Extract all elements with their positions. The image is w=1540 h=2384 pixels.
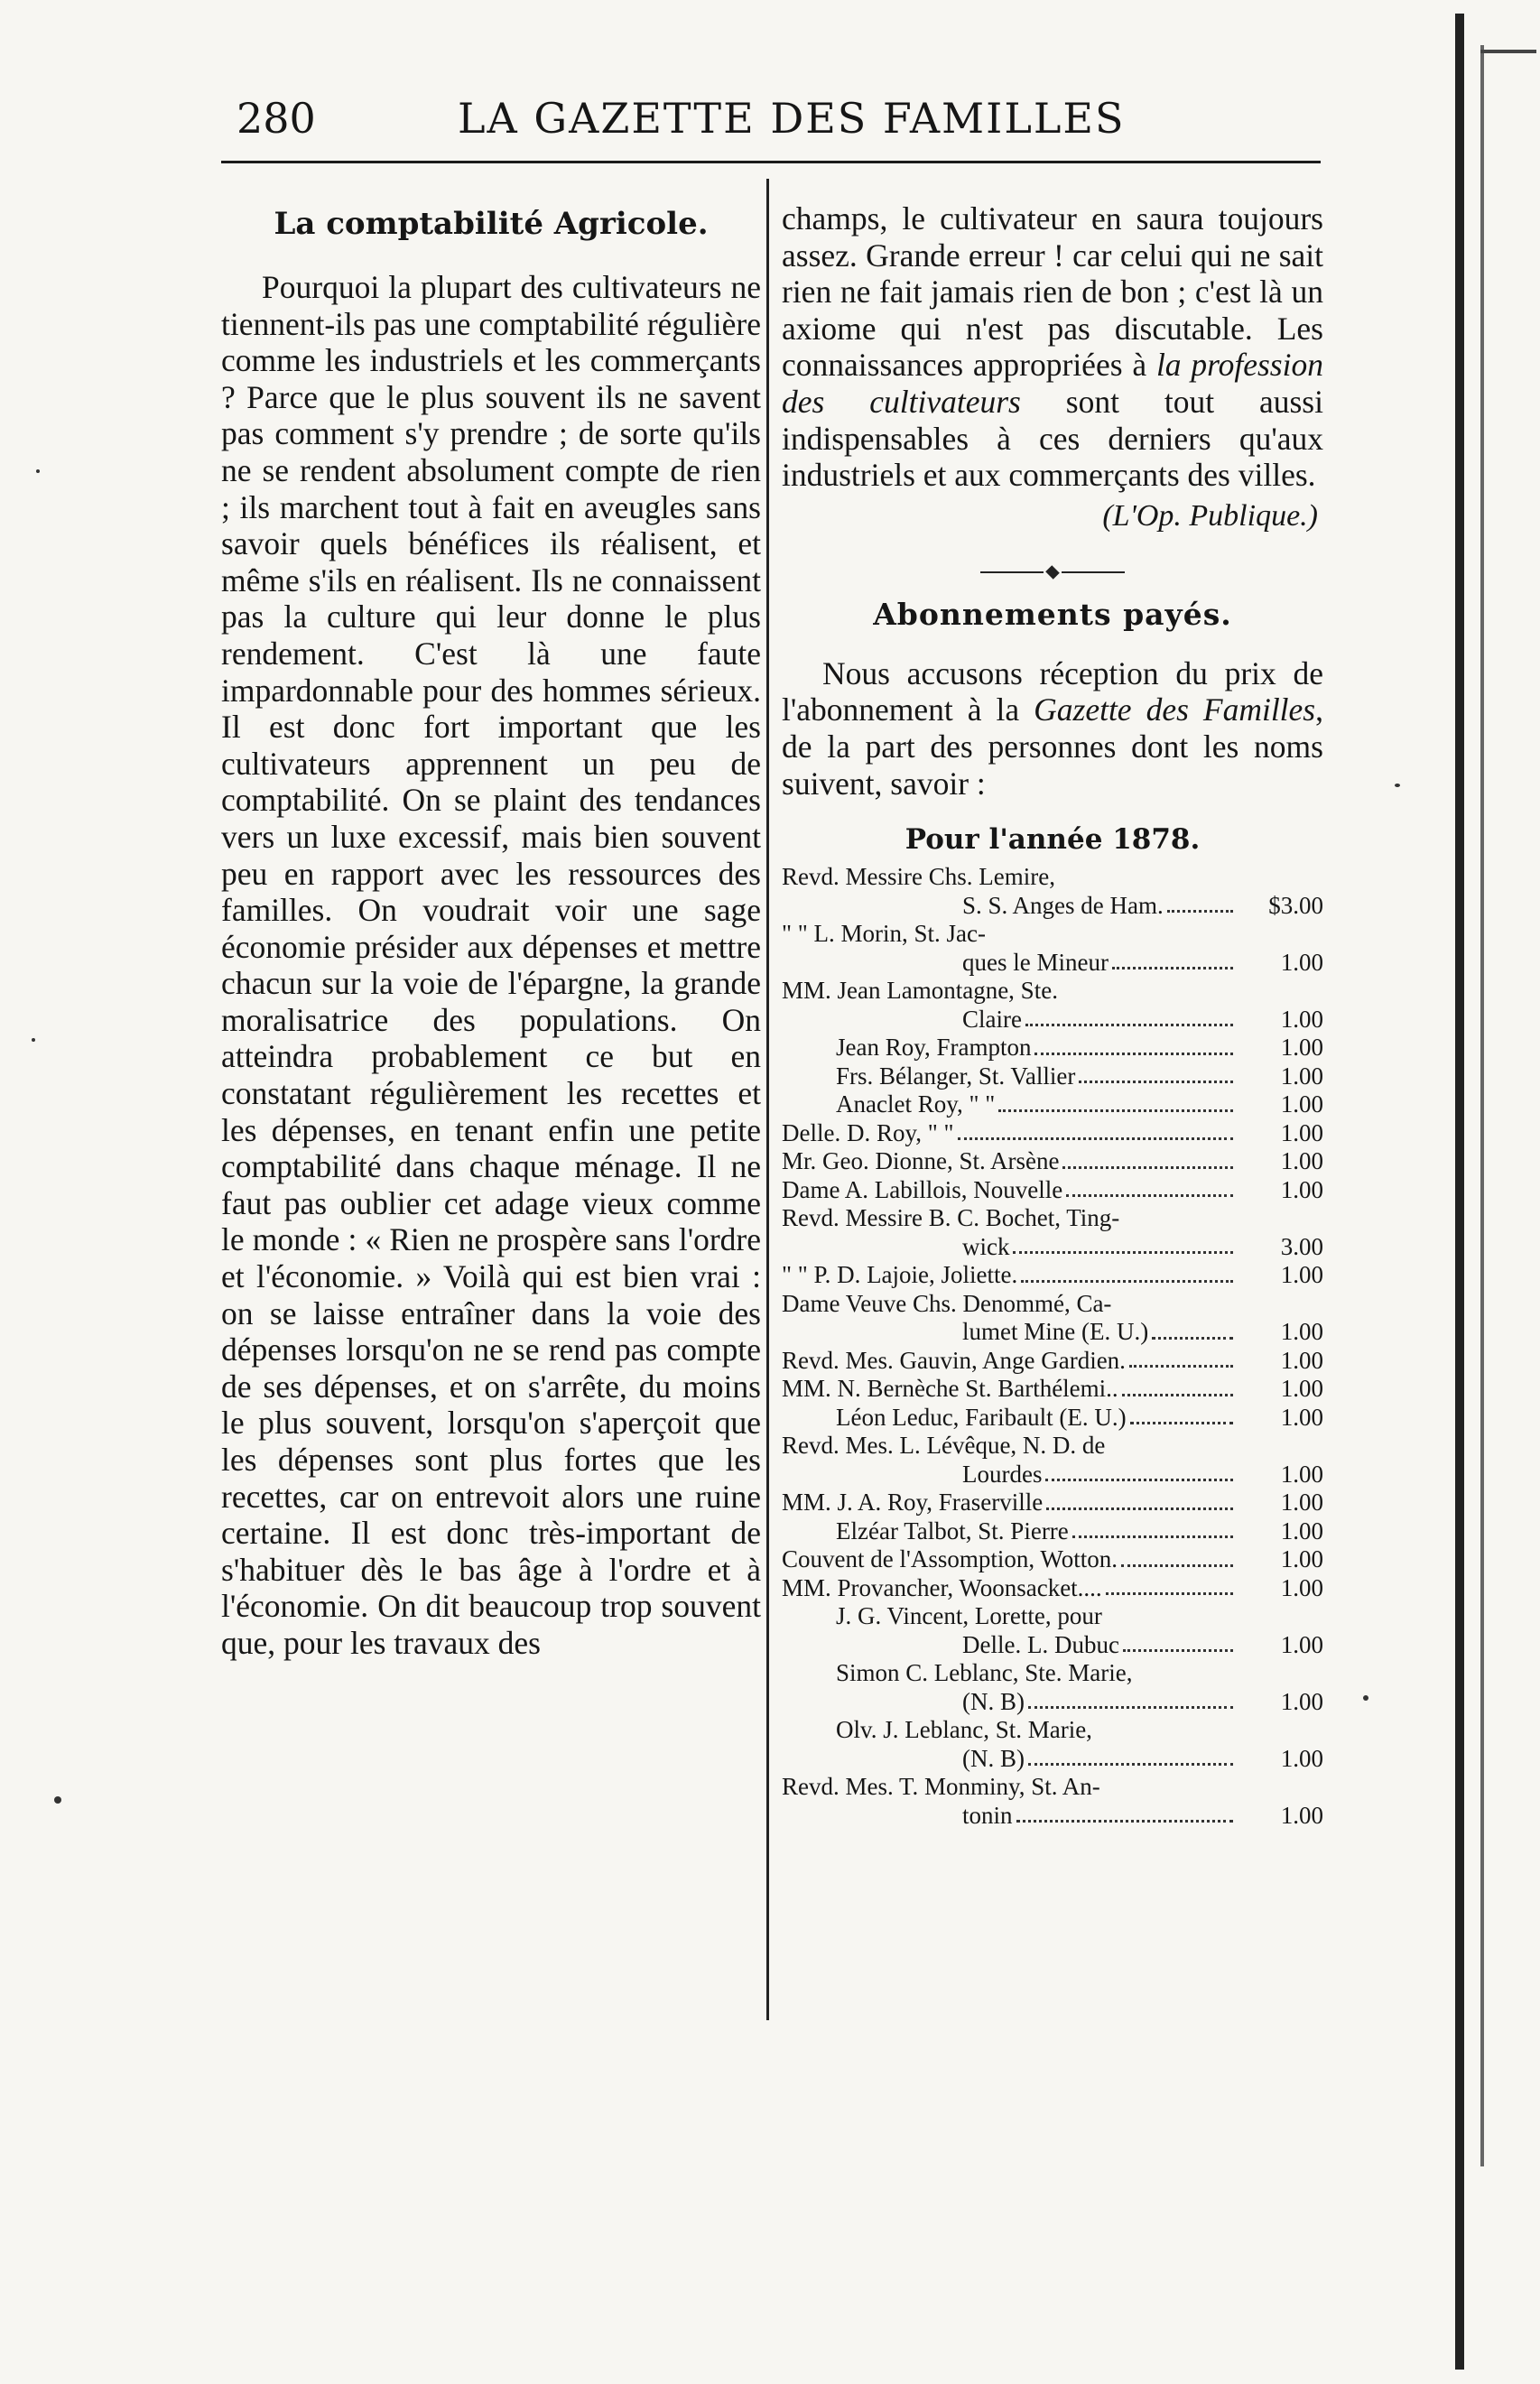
entry-amount: 1.00: [1280, 1318, 1323, 1346]
entry-amount: 1.00: [1280, 1573, 1323, 1601]
entry-amount: 1.00: [1280, 1545, 1323, 1573]
article-text-right-b: sont tout aussi indispensables à ces derniers qu'aux industriels et aux commerçants des villes.: [782, 383, 1323, 494]
entry-amount: 1.00: [1280, 1090, 1323, 1118]
dot-leader: [1046, 1489, 1233, 1510]
subscriber-entry: [782, 1261, 1323, 1290]
entry-name: MM. Provancher, Woonsacket....: [782, 1573, 1102, 1601]
entry-amount: $3.00: [1268, 891, 1323, 919]
dot-leader: [958, 1119, 1233, 1141]
page-number: 280: [237, 94, 316, 143]
print-speck: [1363, 1695, 1368, 1701]
subscriptions-intro-a: Nous accusons réception du prix de l'abonnement à la: [782, 654, 1323, 728]
entry-amount: 1.00: [1280, 1489, 1323, 1517]
dot-leader: [1016, 1802, 1233, 1823]
entry-name-line2: Delle. L. Dubuc: [962, 1630, 1119, 1658]
dot-leader: [1066, 1176, 1233, 1198]
entry-amount: 1.00: [1280, 1175, 1323, 1203]
dot-leader: [998, 1090, 1233, 1112]
dot-leader: [1025, 1006, 1233, 1027]
article-text-right-italic: la profession des cultivateurs: [782, 347, 1323, 420]
subscriber-entry: [782, 1147, 1323, 1176]
column-divider: [766, 179, 769, 2020]
dot-leader: [1121, 1545, 1233, 1567]
left-column: [221, 200, 761, 1662]
subscriber-entry: [782, 1176, 1323, 1205]
right-column: [782, 200, 1323, 1830]
article-text-right: [782, 200, 1323, 494]
entry-name: Mr. Geo. Dionne, St. Arsène: [782, 1147, 1060, 1175]
dot-leader: [1028, 1745, 1233, 1767]
entry-amount: 1.00: [1280, 1801, 1323, 1829]
entry-name: Couvent de l'Assomption, Wotton.: [782, 1545, 1118, 1573]
subscriber-entry: [782, 1489, 1323, 1517]
page-edge-line: [1480, 45, 1484, 2166]
entry-name-line2: tonin: [962, 1801, 1013, 1829]
entry-name-line2: wick: [962, 1232, 1010, 1260]
subscriber-entry: [782, 977, 1323, 1034]
subscriber-entry: [782, 1062, 1323, 1091]
entry-name-line1: " " L. Morin, St. Jac-: [782, 920, 987, 948]
entry-name-line1: Dame Veuve Chs. Denommé, Ca-: [782, 1289, 1112, 1317]
subscriber-entry: [782, 1432, 1323, 1489]
entry-name: Frs. Bélanger, St. Vallier: [836, 1062, 1076, 1090]
entry-name-line1: Simon C. Leblanc, Ste. Marie,: [836, 1659, 1133, 1687]
dot-leader: [1152, 1318, 1233, 1340]
page-edge-corner: [1480, 50, 1536, 53]
entry-name-line2: ques le Mineur: [962, 948, 1109, 976]
entry-name: Jean Roy, Frampton: [836, 1034, 1032, 1062]
entry-name-line2: (N. B): [962, 1744, 1025, 1772]
subscriber-entry: [782, 1404, 1323, 1433]
dot-leader: [1028, 1688, 1233, 1710]
dot-leader: [1079, 1062, 1233, 1084]
entry-name-line1: MM. Jean Lamontagne, Ste.: [782, 977, 1058, 1005]
dot-leader: [1106, 1574, 1233, 1596]
dot-leader: [1112, 949, 1233, 970]
entry-amount: 1.00: [1280, 1403, 1323, 1431]
page-header: [237, 90, 1320, 153]
print-speck: [32, 1038, 35, 1042]
entry-name-line1: Revd. Mes. T. Monminy, St. An-: [782, 1773, 1100, 1801]
subscriber-entry: [782, 1716, 1323, 1773]
entry-amount: 1.00: [1280, 1630, 1323, 1658]
subscriber-list: [782, 863, 1323, 1830]
article-text-left: Pourquoi la plupart des cultivateurs ne tiennent-ils pas une comptabilité régulière comme les industriels et les commerçants ? Parce que le plus souvent ils ne savent pas comment s'y prendre ; de sorte qu'ils ne se rendent absolument compte de rien ; ils marchent tout à fait en aveugles sans savoir quels bénéfices ils réalisent, et même s'ils en réalisent. Ils ne connaissent pas la culture qui leur donne le plus rendement. C'est là une faute impardonnable pour des hommes sérieux. Il est donc fort important que les cultivateurs apprennent un peu de comptabilité. On se plaint des tendances vers un luxe excessif, mais bien souvent peu en rapport avec les ressources des familles. On voudrait voir une sage économie présider aux dépenses et mettre chacun sur la voie de l'épargne, la grande moralisatrice des populations. On atteindra probablement ce but en constatant régulièrement les recettes et les dépenses, en tenant enfin une petite comptabilité dans chaque ménage. Il ne faut pas oublier cet adage vieux comme le monde : « Rien ne prospère sans l'ordre et l'économie. » Voilà qui est bien vrai : on se laisse entraîner dans la voie des dépenses lorsqu'on ne se rend pas compte de ses dépenses, et on s'arrête, du moins le plus souvent, lorsqu'on s'aperçoit que les dépenses sont plus fortes que les recettes, car on entrevoit alors une ruine certaine. Il est donc très-important de s'habituer dès le bas âge à l'ordre et à l'économie. On dit beaucoup trop souvent que, pour les travaux des: [221, 269, 761, 1661]
year-heading: Pour l'année 1878.: [905, 823, 1201, 857]
entry-name: MM. J. A. Roy, Fraserville: [782, 1489, 1044, 1517]
print-speck: [36, 469, 40, 473]
entry-name: Revd. Mes. Gauvin, Ange Gardien.: [782, 1346, 1126, 1374]
print-speck: [54, 1796, 61, 1804]
subscriber-entry: [782, 863, 1323, 920]
dot-leader: [1130, 1404, 1233, 1425]
subscriber-entry: [782, 1034, 1323, 1062]
entry-amount: 1.00: [1280, 1034, 1323, 1062]
entry-name: Dame A. Labillois, Nouvelle: [782, 1175, 1063, 1203]
entry-name-line2: lumet Mine (E. U.): [962, 1318, 1149, 1346]
print-speck: [1395, 784, 1400, 787]
entry-amount: 1.00: [1280, 1346, 1323, 1374]
dot-leader: [1062, 1147, 1233, 1169]
subscriptions-intro: [782, 655, 1323, 802]
subscriber-entry: [782, 920, 1323, 977]
entry-name: Delle. D. Roy, " ": [782, 1118, 954, 1146]
subscriber-entry: [782, 1545, 1323, 1574]
header-rule: [221, 161, 1321, 163]
entry-name-line1: Olv. J. Leblanc, St. Marie,: [836, 1716, 1092, 1744]
dot-leader: [1122, 1375, 1233, 1396]
entry-amount: 1.00: [1280, 1460, 1323, 1488]
entry-name: Elzéar Talbot, St. Pierre: [836, 1517, 1069, 1544]
entry-name-line1: Revd. Messire B. C. Bochet, Ting-: [782, 1204, 1120, 1232]
entry-name: Léon Leduc, Faribault (E. U.): [836, 1403, 1127, 1431]
entry-name: " " P. D. Lajoie, Joliette.: [782, 1261, 1018, 1289]
entry-amount: 1.00: [1280, 1005, 1323, 1033]
entry-amount: 3.00: [1280, 1232, 1323, 1260]
subscriber-entry: [782, 1290, 1323, 1347]
entry-name-line1: J. G. Vincent, Lorette, pour: [836, 1602, 1102, 1630]
subscriptions-title: Abonnements payés.: [873, 596, 1232, 632]
entry-amount: 1.00: [1280, 1261, 1323, 1289]
entry-amount: 1.00: [1280, 1517, 1323, 1544]
article-text-right-a: champs, le cultivateur en saura toujours assez. Grande erreur ! car celui qui ne sait rien ne fait jamais rien de bon ; c'est là un axiome qui n'est pas discutable. Les connaissances appropriées à: [782, 200, 1323, 384]
section-separator: [782, 566, 1323, 579]
running-title: LA GAZETTE DES FAMILLES: [458, 94, 1126, 143]
dot-leader: [1167, 892, 1233, 914]
subscriber-entry: [782, 1659, 1323, 1716]
entry-amount: 1.00: [1280, 1118, 1323, 1146]
page-edge-shadow: [1455, 14, 1464, 2370]
subscriber-entry: [782, 1375, 1323, 1404]
entry-name-line2: S. S. Anges de Ham.: [962, 891, 1164, 919]
entry-name-line2: Lourdes: [962, 1460, 1043, 1488]
subscriber-entry: [782, 1347, 1323, 1376]
article-source: (L'Op. Publique.): [1102, 498, 1318, 533]
subscriptions-intro-italic: Gazette des Familles: [1034, 691, 1316, 728]
entry-amount: 1.00: [1280, 1687, 1323, 1715]
dot-leader: [1129, 1347, 1233, 1368]
dot-leader: [1123, 1631, 1233, 1653]
subscriptions-intro-b: , de la part des personnes dont les noms suivent, savoir :: [782, 691, 1323, 802]
entry-amount: 1.00: [1280, 948, 1323, 976]
dot-leader: [1072, 1517, 1233, 1539]
entry-amount: 1.00: [1280, 1375, 1323, 1403]
dot-leader: [1021, 1261, 1233, 1283]
entry-name-line2: Claire: [962, 1005, 1022, 1033]
subscriber-entry: [782, 1602, 1323, 1659]
subscriber-entry: [782, 1204, 1323, 1261]
entry-name: MM. N. Bernèche St. Barthélemi..: [782, 1375, 1118, 1403]
entry-amount: 1.00: [1280, 1744, 1323, 1772]
subscriber-entry: [782, 1574, 1323, 1603]
subscriber-entry: [782, 1773, 1323, 1830]
entry-name-line1: Revd. Messire Chs. Lemire,: [782, 863, 1055, 891]
article-title: La comptabilité Agricole.: [274, 206, 709, 242]
entry-amount: 1.00: [1280, 1147, 1323, 1175]
dot-leader: [1045, 1461, 1233, 1482]
subscriber-entry: [782, 1119, 1323, 1148]
entry-name-line2: (N. B): [962, 1687, 1025, 1715]
entry-name-line1: Revd. Mes. L. Lévêque, N. D. de: [782, 1432, 1106, 1460]
subscriber-entry: [782, 1517, 1323, 1546]
entry-name: Anaclet Roy, " ": [836, 1090, 996, 1118]
dot-leader: [1034, 1034, 1233, 1055]
entry-amount: 1.00: [1280, 1062, 1323, 1090]
subscriber-entry: [782, 1090, 1323, 1119]
dot-leader: [1013, 1233, 1233, 1255]
